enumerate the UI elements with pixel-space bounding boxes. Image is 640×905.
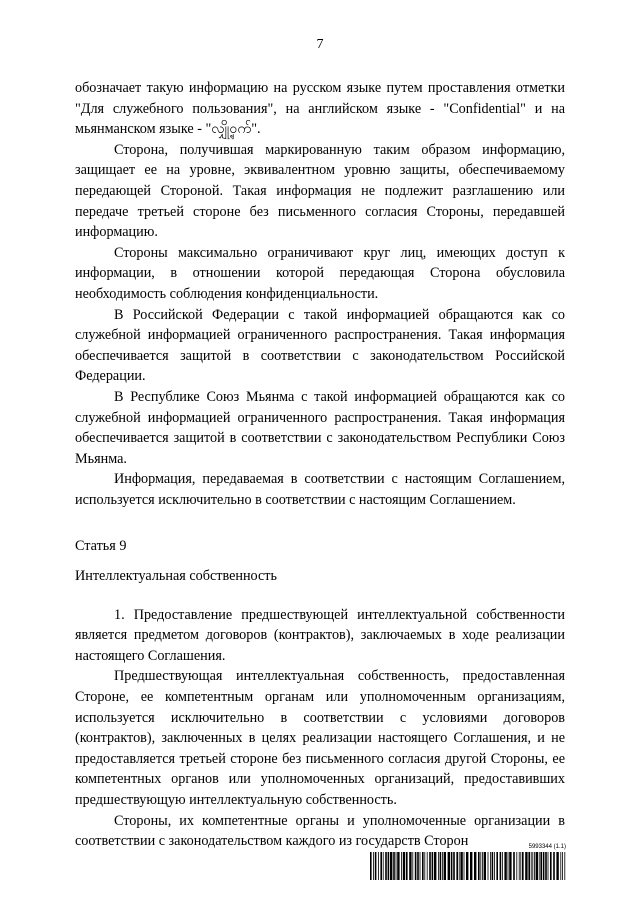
barcode-bar	[442, 852, 443, 880]
barcode-bar	[466, 852, 468, 880]
barcode-bar	[464, 852, 465, 880]
article-title: Интеллектуальная собственность	[75, 568, 277, 585]
paragraph-1: обозначает такую информацию на русском языке путем проставления отметки "Для служебного пользования", на английском языке - "Confidential" и на мьянманском языке - "လျှို့ဝှက်".	[75, 80, 565, 138]
barcode-bar	[427, 852, 428, 880]
barcode-bar	[548, 852, 549, 880]
barcode-bar	[536, 852, 538, 880]
barcode-bar	[388, 852, 390, 880]
barcode-bar	[397, 852, 399, 880]
barcode-bar	[403, 852, 405, 880]
paragraph-5: В Республике Союз Мьянма с такой информацией обращаются как со служебной информацией ограниченного распространения. Такая информация обеспечивается защитой в соответствии с законодательством Республики Союз Мьянма.	[75, 388, 565, 467]
barcode-bar	[519, 852, 520, 880]
barcode-bar	[532, 852, 533, 880]
barcode-bar	[509, 852, 511, 880]
barcode-bar	[396, 852, 397, 880]
barcode-bar	[432, 852, 434, 880]
barcode-bar	[383, 852, 384, 880]
barcode-bar	[525, 852, 527, 880]
barcode-bar	[543, 852, 545, 880]
barcode-bar	[496, 852, 498, 880]
paragraph-3: Стороны максимально ограничивают круг лиц, имеющих доступ к информации, в отношении которой передающая Сторона обусловила необходимость соблюдения конфиденциальности.	[75, 244, 565, 302]
barcode-bar	[415, 852, 417, 880]
barcode-bar	[424, 852, 425, 880]
barcode-bar	[420, 852, 421, 880]
barcode-bar	[444, 852, 446, 880]
barcode-icon	[370, 852, 566, 880]
barcode-bar	[480, 852, 481, 880]
barcode-bar	[451, 852, 453, 880]
barcode-bar	[478, 852, 480, 880]
barcode-bar	[484, 852, 486, 880]
barcode-bar	[562, 852, 563, 880]
barcode-bar	[448, 852, 450, 880]
barcode-bar	[470, 852, 472, 880]
barcode-area	[370, 843, 566, 883]
barcode-bar	[492, 852, 494, 880]
paragraph-7: 1. Предоставление предшествующей интеллектуальной собственности является предметом договоров (контрактов), заключаемых в ходе реализации настоящего Соглашения.	[75, 606, 565, 664]
barcode-bar	[516, 852, 517, 880]
barcode-bar	[488, 852, 489, 880]
barcode-bar	[460, 852, 462, 880]
barcode-bar	[375, 852, 377, 880]
barcode-bar	[553, 852, 555, 880]
barcode-bar	[504, 852, 506, 880]
barcode-bar	[380, 852, 382, 880]
barcode-bar	[393, 852, 395, 880]
barcode-bar	[564, 852, 565, 880]
barcode-bar	[534, 852, 535, 880]
barcode-bar	[453, 852, 455, 880]
barcode-bar	[531, 852, 532, 880]
page-number: 7	[316, 37, 324, 52]
document-body	[75, 78, 565, 852]
barcode-bar	[373, 852, 374, 880]
barcode-bar	[502, 852, 503, 880]
barcode-bar	[438, 852, 439, 880]
barcode-bar	[429, 852, 431, 880]
barcode-bar	[482, 852, 483, 880]
paragraph-8: Предшествующая интеллектуальная собственность, предоставленная Стороне, ее компетентным органам или уполномоченным организациям, используется исключительно в соответствии с условиями договоров (контрактов), заключенных в целях реализации настоящего Соглашения, и не предоставляется третьей стороне без письменного согласия другой Стороны, ее компетентных органов или уполномоченных организаций, предоставивших предшествующую интеллектуальную собственность.	[75, 668, 565, 808]
barcode-bar	[385, 852, 387, 880]
paragraph-2: Сторона, получившая маркированную таким образом информацию, защищает ее на уровне, эквивалентном уровню защиты, обеспечиваемому передающей Стороной. Такая информация не подлежит разглашению или передаче третьей стороне без письменного согласия Стороны, передавшей информацию.	[75, 141, 565, 241]
barcode-bar	[513, 852, 515, 880]
barcode-bar	[417, 852, 419, 880]
barcode-bar	[490, 852, 491, 880]
barcode-bar	[412, 852, 413, 880]
barcode-bar	[494, 852, 495, 880]
barcode-bar	[378, 852, 379, 880]
barcode-bar	[390, 852, 392, 880]
barcode-bar	[508, 852, 509, 880]
barcode-bar	[459, 852, 460, 880]
barcode-bar	[545, 852, 547, 880]
barcode-bar	[440, 852, 442, 880]
barcode-bar	[434, 852, 436, 880]
barcode-bar	[370, 852, 372, 880]
barcode-bar	[520, 852, 521, 880]
barcode-bar	[422, 852, 424, 880]
barcode-bar	[540, 852, 542, 880]
barcode-bar	[456, 852, 458, 880]
barcode-bar	[560, 852, 561, 880]
barcode-bar	[539, 852, 540, 880]
paragraph-4: В Российской Федерации с такой информацией обращаются как со служебной информацией ограниченного распространения. Такая информация обеспечивается защитой в соответствии с законодательством Российской Федерации.	[75, 306, 565, 385]
barcode-bar	[474, 852, 476, 880]
barcode-bar	[550, 852, 552, 880]
barcode-bar	[522, 852, 524, 880]
paragraph-6: Информация, передаваемая в соответствии с настоящим Соглашением, используется исключительно в соответствии с настоящим Соглашением.	[75, 471, 565, 508]
barcode-bar	[401, 852, 402, 880]
barcode-bar	[528, 852, 530, 880]
paragraph-9: Стороны, их компетентные органы и уполномоченные организации в соответствии с законодательством каждого из государств Сторон	[75, 812, 565, 850]
barcode-bar	[409, 852, 411, 880]
barcode-bar	[406, 852, 408, 880]
barcode-bar	[500, 852, 502, 880]
barcode-label: 5993344 (1.1)	[528, 844, 566, 850]
barcode-bar	[556, 852, 558, 880]
article-heading: Статья 9	[75, 538, 127, 555]
